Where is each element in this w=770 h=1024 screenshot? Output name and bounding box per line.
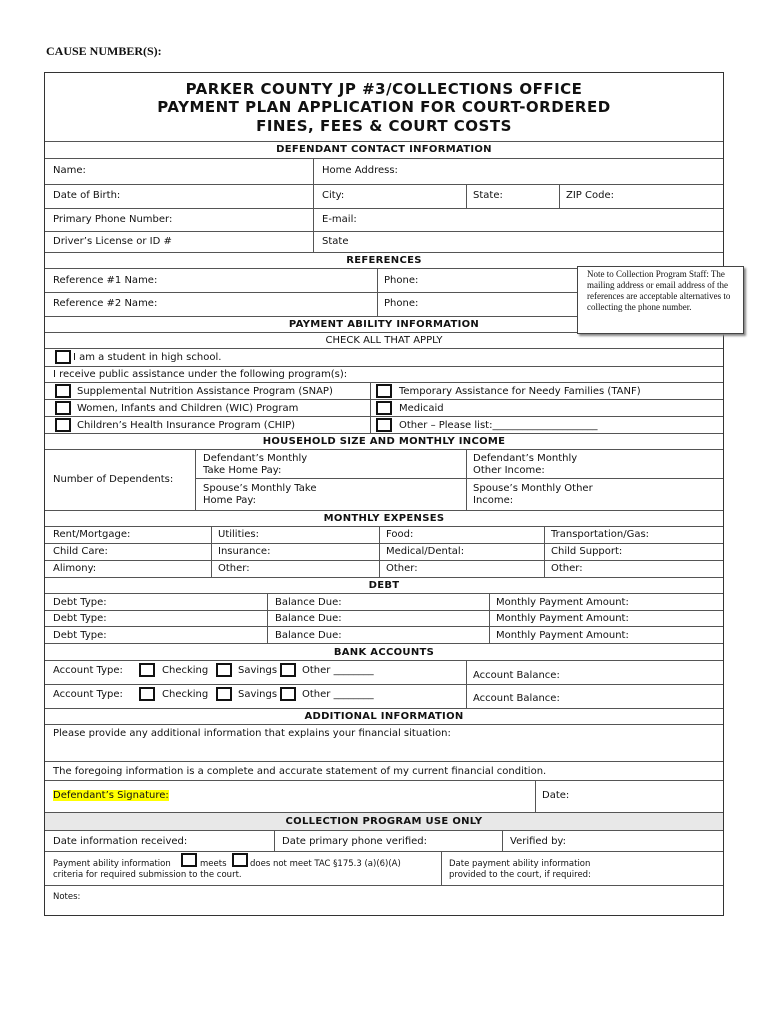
medicaid-checkbox[interactable] bbox=[376, 401, 392, 415]
other-account-field[interactable]: Other ________ bbox=[302, 665, 374, 676]
checking-label: Checking bbox=[162, 665, 209, 676]
divider bbox=[45, 577, 723, 578]
chip-label: Children’s Health Insurance Program (CHIP) bbox=[77, 420, 296, 431]
divider bbox=[45, 231, 723, 232]
spouse-pay-label-1: Spouse’s Monthly Take bbox=[203, 483, 317, 494]
defendant-other-label-1: Defendant’s Monthly bbox=[473, 453, 578, 464]
section-heading-expenses: MONTHLY EXPENSES bbox=[323, 513, 445, 524]
divider bbox=[45, 643, 723, 644]
transportation-field[interactable]: Transportation/Gas: bbox=[551, 529, 650, 540]
divider bbox=[45, 593, 723, 594]
form-title-line-1: PARKER COUNTY JP #3/COLLECTIONS OFFICE bbox=[185, 80, 583, 98]
wic-checkbox[interactable] bbox=[55, 401, 71, 415]
other-account-checkbox[interactable] bbox=[280, 663, 296, 677]
debt-type-field[interactable]: Debt Type: bbox=[53, 613, 107, 624]
cause-number-label: CAUSE NUMBER(S): bbox=[46, 44, 162, 58]
snap-checkbox[interactable] bbox=[55, 384, 71, 398]
defendant-pay-field[interactable]: Take Home Pay: bbox=[203, 465, 282, 476]
chip-checkbox[interactable] bbox=[55, 418, 71, 432]
signature-date-field[interactable]: Date: bbox=[542, 790, 570, 801]
divider bbox=[45, 382, 723, 383]
reference-2-phone-field[interactable]: Phone: bbox=[384, 298, 419, 309]
divider bbox=[45, 141, 723, 142]
date-received-field[interactable]: Date information received: bbox=[53, 836, 188, 847]
divider bbox=[45, 560, 723, 561]
divider bbox=[45, 366, 723, 367]
divider bbox=[45, 660, 723, 661]
debt-type-field[interactable]: Debt Type: bbox=[53, 630, 107, 641]
reference-2-name-field[interactable]: Reference #2 Name: bbox=[53, 298, 158, 309]
divider bbox=[267, 593, 268, 643]
divider bbox=[544, 526, 545, 577]
child-support-field[interactable]: Child Support: bbox=[551, 546, 623, 557]
divider bbox=[195, 478, 723, 479]
defendant-other-field[interactable]: Other Income: bbox=[473, 465, 545, 476]
reference-1-name-field[interactable]: Reference #1 Name: bbox=[53, 275, 158, 286]
divider bbox=[45, 708, 723, 709]
account-type-label: Account Type: bbox=[53, 665, 123, 676]
divider bbox=[45, 610, 723, 611]
section-heading-bank: BANK ACCOUNTS bbox=[333, 647, 435, 658]
divider bbox=[377, 268, 378, 316]
spouse-other-field[interactable]: Income: bbox=[473, 495, 514, 506]
divider bbox=[45, 724, 723, 725]
other-account-field[interactable]: Other ________ bbox=[302, 689, 374, 700]
divider bbox=[45, 449, 723, 450]
savings-label: Savings bbox=[238, 689, 278, 700]
divider bbox=[45, 526, 723, 527]
medical-field[interactable]: Medical/Dental: bbox=[386, 546, 465, 557]
public-assistance-label: I receive public assistance under the following program(s): bbox=[53, 369, 348, 380]
other-expense-2-field[interactable]: Other: bbox=[386, 563, 418, 574]
does-not-meet-label: does not meet TAC §175.3 (a)(6)(A) bbox=[250, 859, 401, 869]
other-assistance-field[interactable]: Other – Please list:_____________________ bbox=[399, 420, 598, 431]
section-heading-payment-ability: PAYMENT ABILITY INFORMATION bbox=[288, 319, 480, 330]
divider bbox=[489, 593, 490, 643]
date-of-birth-field[interactable]: Date of Birth: bbox=[53, 190, 121, 201]
other-assistance-checkbox[interactable] bbox=[376, 418, 392, 432]
divider bbox=[45, 208, 723, 209]
phone-verified-field[interactable]: Date primary phone verified: bbox=[282, 836, 427, 847]
account-balance-field[interactable]: Account Balance: bbox=[473, 693, 560, 704]
other-expense-1-field[interactable]: Other: bbox=[218, 563, 250, 574]
check-all-subheading: CHECK ALL THAT APPLY bbox=[325, 335, 443, 346]
section-heading-collection: COLLECTION PROGRAM USE ONLY bbox=[285, 816, 483, 827]
divider bbox=[466, 184, 467, 208]
section-heading-references: REFERENCES bbox=[346, 255, 422, 266]
divider bbox=[45, 543, 723, 544]
other-account-checkbox[interactable] bbox=[280, 687, 296, 701]
divider bbox=[45, 851, 723, 852]
divider bbox=[45, 761, 723, 762]
home-address-field[interactable]: Home Address: bbox=[322, 165, 398, 176]
divider bbox=[45, 252, 723, 253]
divider bbox=[45, 626, 723, 627]
divider bbox=[45, 158, 723, 159]
alimony-field[interactable]: Alimony: bbox=[53, 563, 97, 574]
checking-checkbox[interactable] bbox=[139, 663, 155, 677]
spouse-pay-field[interactable]: Home Pay: bbox=[203, 495, 256, 506]
state-field[interactable]: State: bbox=[473, 190, 503, 201]
balance-due-field[interactable]: Balance Due: bbox=[275, 613, 342, 624]
divider bbox=[45, 184, 723, 185]
divider bbox=[370, 382, 371, 433]
defendant-pay-label-1: Defendant’s Monthly bbox=[203, 453, 308, 464]
divider bbox=[45, 399, 723, 400]
divider bbox=[211, 526, 212, 577]
savings-checkbox[interactable] bbox=[216, 663, 232, 677]
student-label: I am a student in high school. bbox=[73, 352, 222, 363]
primary-phone-field[interactable]: Primary Phone Number: bbox=[53, 214, 173, 225]
divider bbox=[379, 526, 380, 577]
divider bbox=[45, 885, 723, 886]
balance-due-field[interactable]: Balance Due: bbox=[275, 630, 342, 641]
food-field[interactable]: Food: bbox=[386, 529, 414, 540]
spouse-other-label-1: Spouse’s Monthly Other bbox=[473, 483, 593, 494]
tanf-label: Temporary Assistance for Needy Families (TANF) bbox=[399, 386, 641, 397]
additional-info-field[interactable]: Please provide any additional information that explains your financial situation: bbox=[53, 728, 451, 739]
notes-field[interactable]: Notes: bbox=[53, 892, 81, 902]
form-title-line-3: FINES, FEES & COURT COSTS bbox=[256, 117, 512, 135]
wic-label: Women, Infants and Children (WIC) Program bbox=[77, 403, 299, 414]
debt-type-field[interactable]: Debt Type: bbox=[53, 597, 107, 608]
reference-1-phone-field[interactable]: Phone: bbox=[384, 275, 419, 286]
divider bbox=[45, 830, 723, 831]
utilities-field[interactable]: Utilities: bbox=[218, 529, 260, 540]
provided-date-field[interactable]: provided to the court, if required: bbox=[449, 870, 591, 880]
section-heading-additional: ADDITIONAL INFORMATION bbox=[304, 711, 464, 722]
dependents-field[interactable]: Number of Dependents: bbox=[53, 474, 174, 485]
monthly-payment-field[interactable]: Monthly Payment Amount: bbox=[496, 613, 629, 624]
tanf-checkbox[interactable] bbox=[376, 384, 392, 398]
does-not-meet-checkbox[interactable] bbox=[232, 853, 248, 867]
savings-label: Savings bbox=[238, 665, 278, 676]
checking-checkbox[interactable] bbox=[139, 687, 155, 701]
section-heading-debt: DEBT bbox=[368, 580, 400, 591]
divider bbox=[441, 851, 442, 885]
zip-code-field[interactable]: ZIP Code: bbox=[566, 190, 614, 201]
staff-note-box: Note to Collection Program Staff: The mailing address or email address of the references are acceptable alternatives to collecting the phone number. bbox=[577, 266, 744, 334]
divider bbox=[502, 830, 503, 851]
divider bbox=[313, 158, 314, 252]
divider bbox=[466, 449, 467, 510]
signature-field[interactable]: Defendant’s Signature: bbox=[53, 790, 169, 801]
city-field[interactable]: City: bbox=[322, 190, 345, 201]
divider bbox=[45, 348, 723, 349]
divider bbox=[45, 684, 723, 685]
divider bbox=[45, 433, 723, 434]
medicaid-label: Medicaid bbox=[399, 403, 444, 414]
insurance-field[interactable]: Insurance: bbox=[218, 546, 271, 557]
criteria-label-1: Payment ability information bbox=[53, 859, 171, 869]
drivers-license-field[interactable]: Driver’s License or ID # bbox=[53, 236, 172, 247]
email-field[interactable]: E-mail: bbox=[322, 214, 357, 225]
section-heading-household: HOUSEHOLD SIZE AND MONTHLY INCOME bbox=[262, 436, 506, 447]
divider bbox=[559, 184, 560, 208]
meets-label: meets bbox=[200, 859, 227, 869]
monthly-payment-field[interactable]: Monthly Payment Amount: bbox=[496, 630, 629, 641]
rent-field[interactable]: Rent/Mortgage: bbox=[53, 529, 131, 540]
other-expense-3-field[interactable]: Other: bbox=[551, 563, 583, 574]
account-type-label: Account Type: bbox=[53, 689, 123, 700]
provided-label-1: Date payment ability information bbox=[449, 859, 591, 869]
criteria-label-2: criteria for required submission to the court. bbox=[53, 870, 242, 880]
divider bbox=[45, 510, 723, 511]
form-title-line-2: PAYMENT PLAN APPLICATION FOR COURT-ORDERED bbox=[157, 98, 611, 116]
student-checkbox[interactable] bbox=[55, 350, 71, 364]
meets-checkbox[interactable] bbox=[181, 853, 197, 867]
savings-checkbox[interactable] bbox=[216, 687, 232, 701]
name-field[interactable]: Name: bbox=[53, 165, 86, 176]
divider bbox=[195, 449, 196, 510]
divider bbox=[535, 780, 536, 812]
accuracy-statement: The foregoing information is a complete and accurate statement of my current financial condition. bbox=[53, 766, 547, 777]
verified-by-field[interactable]: Verified by: bbox=[510, 836, 566, 847]
account-balance-field[interactable]: Account Balance: bbox=[473, 670, 560, 681]
balance-due-field[interactable]: Balance Due: bbox=[275, 597, 342, 608]
license-state-field[interactable]: State bbox=[322, 236, 349, 247]
monthly-payment-field[interactable]: Monthly Payment Amount: bbox=[496, 597, 629, 608]
divider bbox=[466, 660, 467, 708]
divider bbox=[45, 780, 723, 781]
section-heading-contact: DEFENDANT CONTACT INFORMATION bbox=[276, 144, 492, 155]
divider bbox=[274, 830, 275, 851]
child-care-field[interactable]: Child Care: bbox=[53, 546, 108, 557]
snap-label: Supplemental Nutrition Assistance Program (SNAP) bbox=[77, 386, 333, 397]
checking-label: Checking bbox=[162, 689, 209, 700]
divider bbox=[45, 416, 723, 417]
